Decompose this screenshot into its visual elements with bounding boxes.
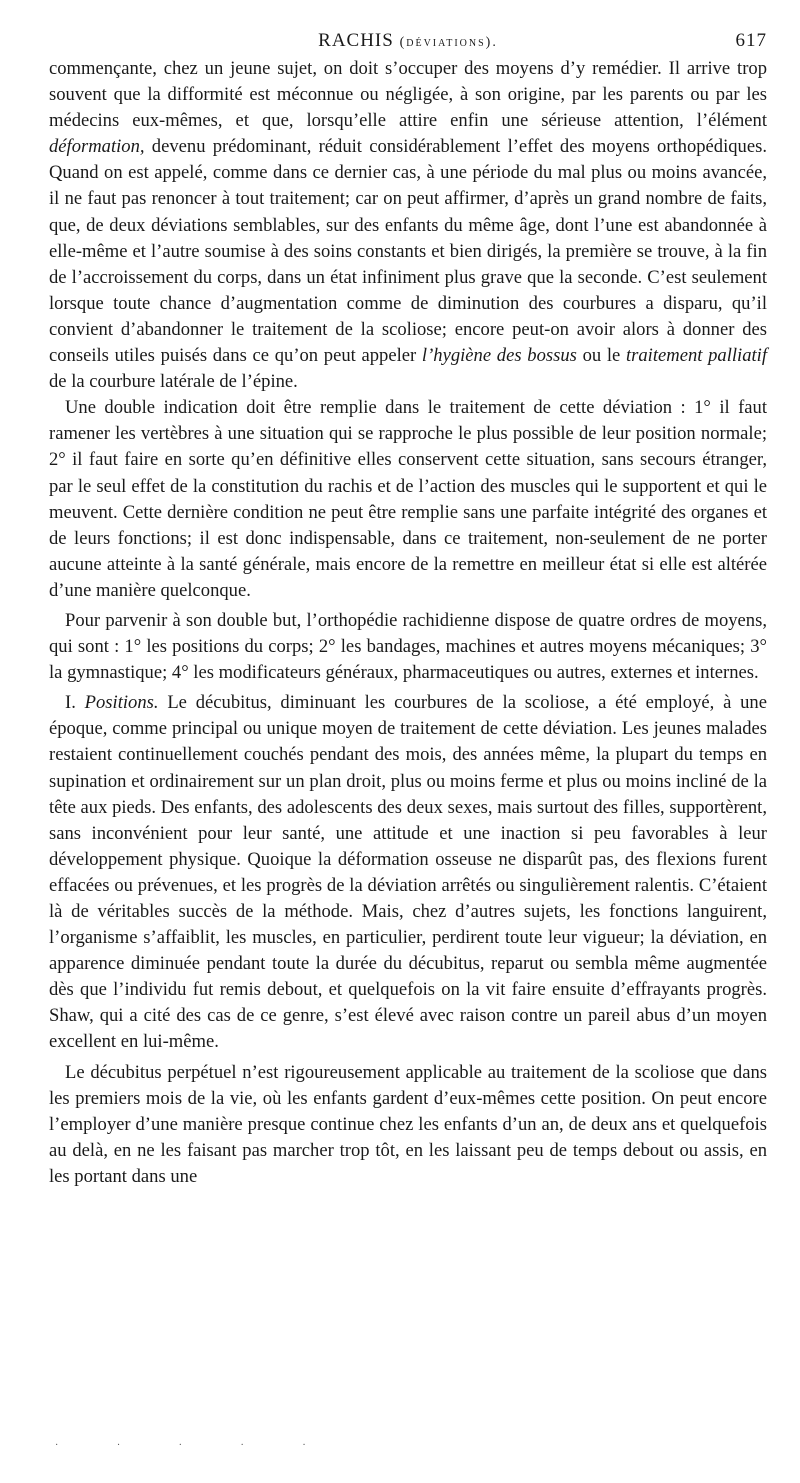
text-run: de la courbure latérale de l’épine. [49, 371, 298, 393]
running-header [49, 30, 767, 56]
text-run: devenu prédominant, réduit considérablement l’effet des moyens orthopédiques. Quand on est appelé, comme dans ce dernier cas, à une période du mal plus ou moins avancée, il ne faut pas renoncer à tout traitement; car on peut affirmer, d’après un grand nombre de faits, que, de deux déviations semblables, sur des enfants du même âge, dont l’une est abandonnée à elle-même et l’autre soumise à des soins constants et bien dirigés, la première se trouve, à la fin de l’accroissement du corps, dans un état infiniment plus grave que la seconde. C’est seulement lorsque toute chance d’augmentation comme de diminution des courbures a disparu, qu’il convient d’abandonner le traitement de la scoliose; encore peut-on avoir alors à donner des conseils utiles puisés dans ce qu’on peut appeler [49, 136, 767, 367]
paragraph [49, 1060, 767, 1190]
text-run: ou le [576, 345, 626, 367]
running-title [49, 30, 767, 52]
text-run: Le décubitus perpétuel n’est rigoureusement applicable au traitement de la scoliose que dans les premiers mois de la vie, où les enfants gardent d’eux-mêmes cette position. On peut encore l’employer d’une manière presque continue chez les enfants d’un an, de deux ans et quelquefois au delà, en ne les faisant pas marcher trop tôt, en les laissant peu de temps debout ou assis, en les portant dans une [49, 1061, 767, 1187]
text-run: Pour parvenir à son double but, l’orthopédie rachidienne dispose de quatre ordres de moyens, qui sont : 1° les positions du corps; 2° les bandages, machines et autres moyens mécaniques; 3° la gymnastique; 4° les modificateurs généraux, pharmaceutiques ou autres, externes et internes. [49, 609, 767, 684]
text-run: commençante, chez un jeune sujet, on doit s’occuper des moyens d’y remédier. Il arrive trop souvent que la difformité est méconnue ou négligée, à son origine, par les parents ou par les médecins eux-mêmes, et que, lorsqu’elle attire enfin une sérieuse attention, l’élément [49, 58, 767, 132]
paragraph [49, 56, 767, 395]
running-title-main: RACHIS [318, 30, 394, 51]
italic-text: l’hygiène des bossus [421, 345, 577, 367]
italic-text: traitement palliatif [625, 345, 767, 367]
italic-text: Positions. [84, 692, 159, 714]
paragraph [49, 395, 767, 604]
page-number: 617 [735, 30, 767, 51]
text-run: I. [65, 692, 85, 714]
text-run: Le décubitus, diminuant les courbures de la scoliose, a été employé, à une époque, comme principal ou unique moyen de traitement de cette déviation. Les jeunes malades restaient continuellement couchés pendant des mois, des années même, la plupart du temps en supination et ordinairement sur un plan droit, plus ou moins ferme et plus ou moins incliné de la tête aux pieds. Des enfants, des adolescents des deux sexes, mais surtout des filles, supportèrent, sans inconvénient pour leur santé, une attitude et une inaction si peu favorables à leur développement physique. Quoique la déformation osseuse ne disparût pas, des flexions furent effacées ou prévenues, et les progrès de la déviation arrêtés ou singulièrement ralentis. C’étaient là de véritables succès de la méthode. Mais, chez d’autres sujets, les fonctions languirent, l’organisme s’affaiblit, les muscles, en particulier, perdirent toute leur vigueur; la déviation, en apparence diminuée pendant toute la durée du décubitus, reparut ou sembla même augmentée dès que l’individu fut remis debout, et quelquefois on la vit faire ensuite d’effrayants progrès. Shaw, qui a cité des cas de ce genre, s’est élevé avec raison contre un pareil abus d’un moyen excellent en lui-même. [49, 692, 767, 1053]
paragraph [49, 608, 767, 686]
paragraph [49, 690, 767, 1055]
text-run: Une double indication doit être remplie dans le traitement de cette déviation : 1° il faut ramener les vertèbres à une situation qui se rapproche le plus possible de leur position normale; 2° il faut faire en sorte qu’en définitive elles conservent cette situation, sans secours étranger, par le seul effet de la constitution du rachis et de l’action des muscles qui le supportent et qui le meuvent. Cette dernière condition ne peut être remplie sans une parfaite intégrité des organes et de leurs fonctions; il est donc indispensable, dans ce traitement, non-seulement de ne porter aucune atteinte à la santé générale, mais encore de la remettre en meilleur état si elle est altérée d’une manière quelconque. [49, 397, 767, 601]
page [49, 30, 767, 1190]
running-title-sub: (déviations). [399, 35, 498, 50]
scan-artifact-marks: · · · · · [55, 1440, 334, 1451]
italic-text: déformation, [49, 136, 145, 158]
body-text [49, 56, 767, 1190]
